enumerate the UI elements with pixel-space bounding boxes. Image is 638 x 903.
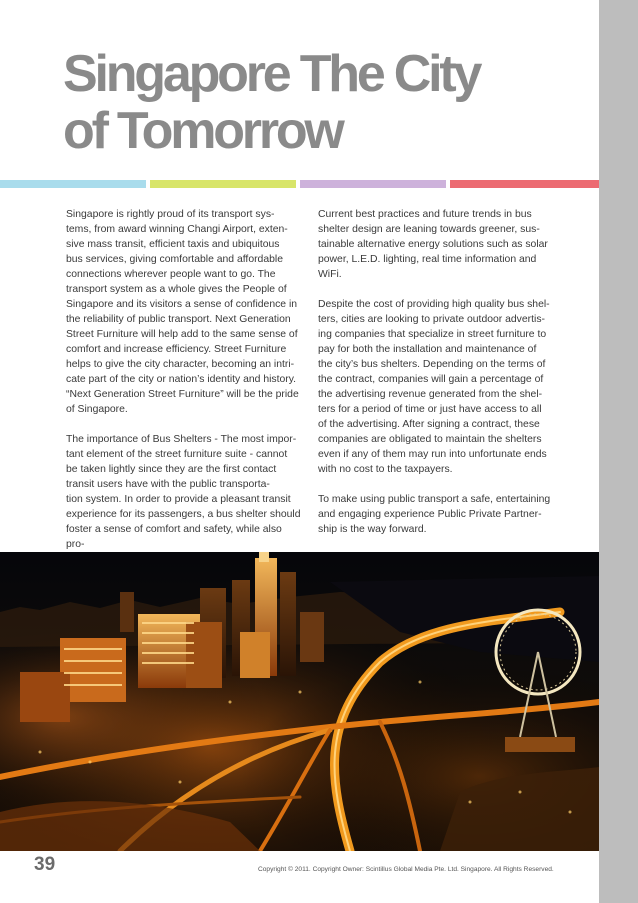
- article-column-left: [66, 207, 302, 597]
- paragraph-design-trends: Current best practices and future trends in bus shelter design are leaning towards greener, sus- tainable alternative energy solutions such as solar power, L.E.D. lighting, real time information and WiFi.: [318, 209, 548, 280]
- paragraph-transport-systems: Singapore is rightly proud of its transport sys- tems, from award winning Changi Airport, exten- sive mass transit, efficient taxis and ubiquitous bus services, giving comfortable and affordable connections wherever people want to go. The transport system as a whole gives the People of Singapore and its visitors a sense of confidence in the reliability of public transport. Next Generation Street Furniture will help add to the same sense of comfort and increase efficiency. Street Furniture helps to give the city character, becoming an intri- cate part of the city or nation’s identity and history. “Next Generation Street Furniture” will be the pride of Singapore.: [66, 209, 299, 415]
- divider-bar-purple: [300, 180, 446, 188]
- color-divider: [0, 180, 599, 188]
- paragraph-public-private-partnership: To make using public transport a safe, entertaining and engaging experience Public Private Partner- ship is the way forward.: [318, 494, 551, 535]
- side-strip: [599, 0, 638, 903]
- title-line-2: of Tomorrow: [63, 102, 342, 160]
- singapore-night-aerial-photo: [0, 552, 599, 851]
- copyright-notice: Copyright © 2011. Copyright Owner: Scintillus Global Media Pte. Ltd. Singapore. All Rights Reserved.: [258, 866, 554, 873]
- paragraph-advertising-funding: Despite the cost of providing high quality bus shel- ters, cities are looking to private outdoor advertis- ing companies that specialize in street furniture to pay for both the installation and maintenance of the city’s bus shelters. Depending on the terms of the contract, companies will gain a percentage of the advertising revenue generated from the shel- ters for a period of time or just have access to all of the advertising. After signing a contract, these companies are obligated to maintain the shelters even if any of them may run into unfortunate ends with no cost to the taxpayers.: [318, 299, 550, 475]
- divider-bar-green: [150, 180, 296, 188]
- article-column-right: [318, 207, 556, 552]
- title-line-1: Singapore The City: [63, 45, 480, 103]
- page-title: [63, 46, 479, 160]
- divider-bar-blue: [0, 180, 146, 188]
- page-number: 39: [34, 854, 56, 875]
- divider-bar-red: [450, 180, 599, 188]
- paragraph-bus-shelters-importance: The importance of Bus Shelters - The most impor- tant element of the street furniture suite - cannot be taken lightly since they are the first contact transit users have with the public transporta- tion system. In order to provide a pleasant transit experience for its passengers, a bus shelter should foster a sense of comfort and safety, while also pro-: [66, 434, 301, 550]
